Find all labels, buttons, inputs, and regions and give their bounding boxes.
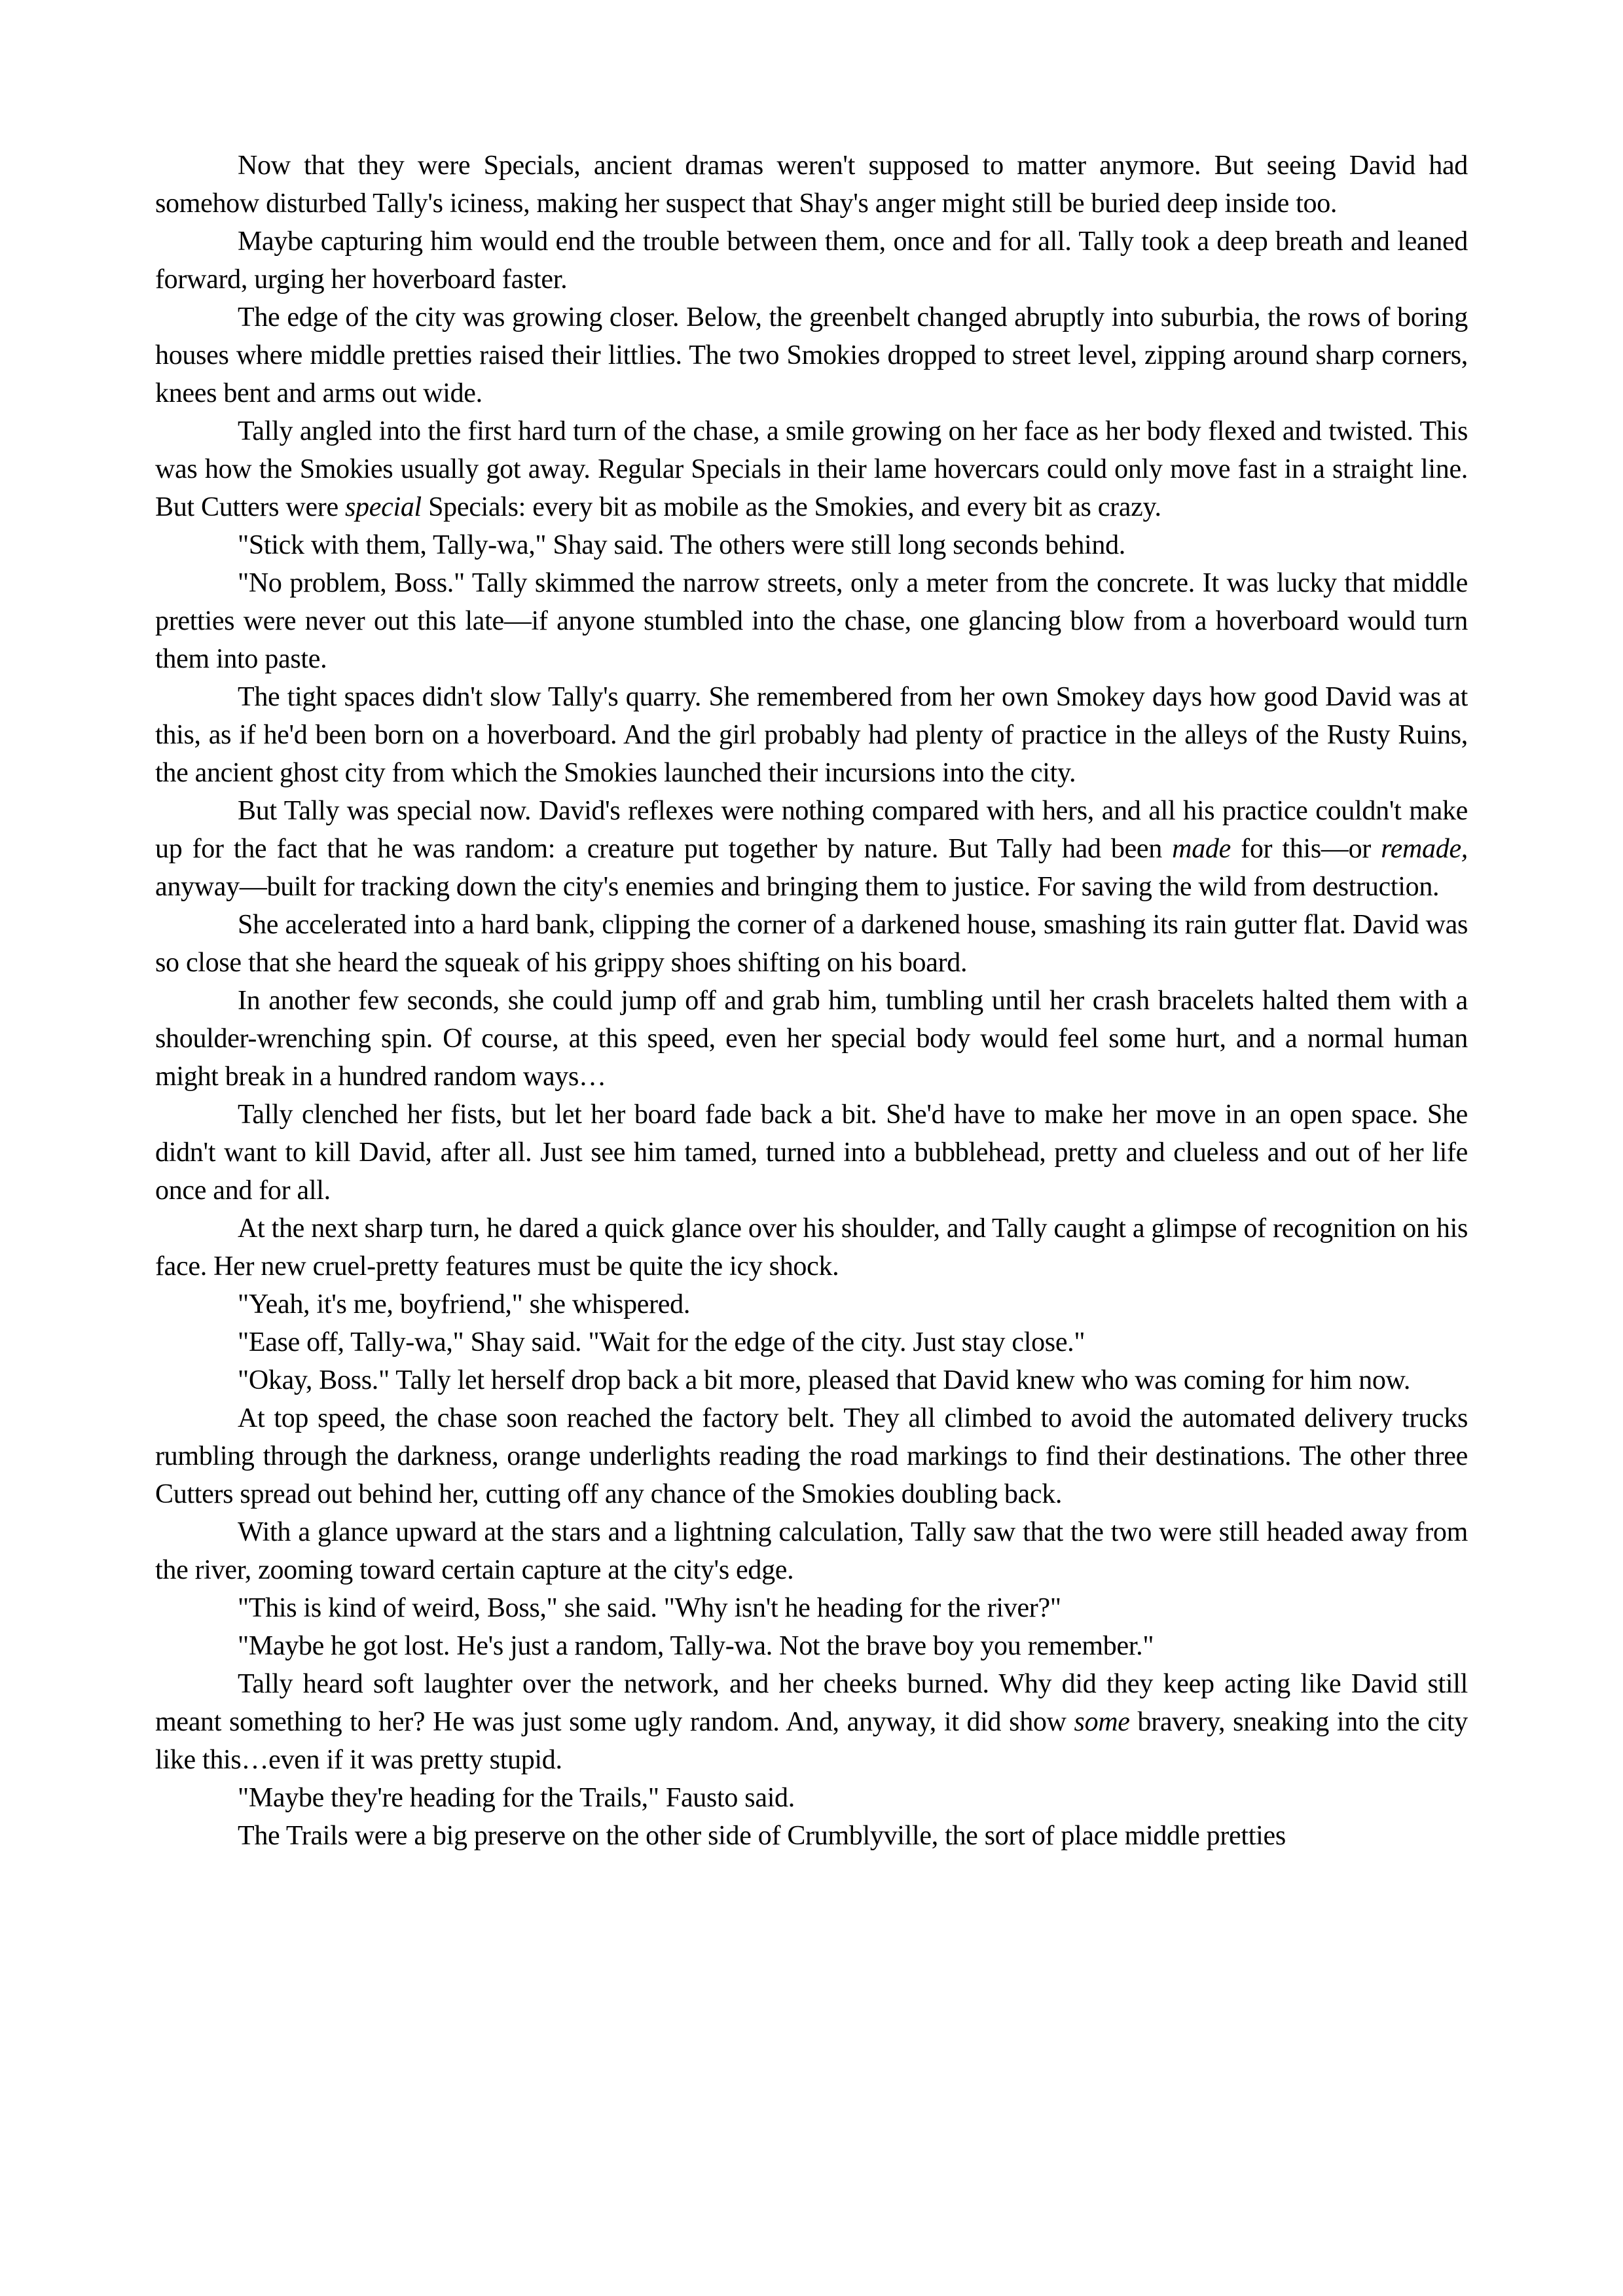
paragraph [155,792,1468,906]
text-run: The Trails were a big preserve on the other side of Crumblyville, the sort of place middle pretties [238,1821,1286,1851]
paragraph [155,1627,1468,1665]
paragraph [155,298,1468,412]
text-run: Tally heard soft laughter over the network, and her cheeks burned. Why did they keep acting like David still meant something to her? He was just some ugly random. And, anyway, it did show [155,1669,1468,1737]
paragraph [155,1323,1468,1361]
paragraph [155,1665,1468,1779]
text-run: remade, [1381,834,1468,864]
paragraph [155,147,1468,223]
text-run: made [1172,834,1231,864]
text-run: "Maybe he got lost. He's just a random, Tally-wa. Not the brave boy you remember." [238,1631,1154,1661]
text-run: With a glance upward at the stars and a lightning calculation, Tally saw that the two were still headed away from the river, zooming toward certain capture at the city's edge. [155,1517,1468,1585]
paragraph [155,1817,1468,1855]
paragraph [155,564,1468,678]
text-run: "Ease off, Tally-wa," Shay said. "Wait for the edge of the city. Just stay close." [238,1327,1085,1357]
paragraph [155,1361,1468,1399]
paragraph [155,1210,1468,1285]
text-run: "Stick with them, Tally-wa," Shay said. The others were still long seconds behind. [238,530,1125,560]
text-run: for this—or [1230,834,1381,864]
paragraph [155,1399,1468,1513]
paragraph [155,1513,1468,1589]
paragraph [155,412,1468,526]
page-text [155,147,1468,1855]
text-run: "Okay, Boss." Tally let herself drop back a bit more, pleased that David knew who was coming for him now. [238,1365,1411,1395]
text-run: "Maybe they're heading for the Trails," Fausto said. [238,1783,795,1813]
text-run: "This is kind of weird, Boss," she said. "Why isn't he heading for the river?" [238,1593,1061,1623]
text-run: Tally clenched her fists, but let her board fade back a bit. She'd have to make her move in an open space. She didn't want to kill David, after all. Just see him tamed, turned into a bubblehead, pretty and clueless and out of her life once and for all. [155,1100,1468,1206]
text-run: Specials: every bit as mobile as the Smokies, and every bit as crazy. [421,492,1161,522]
text-run: She accelerated into a hard bank, clipping the corner of a darkened house, smashing its rain gutter flat. David was so close that she heard the squeak of his grippy shoes shifting on his board. [155,910,1468,978]
paragraph [155,1779,1468,1817]
text-run: bravery, sneaking into the city like this…even if it was pretty stupid. [155,1707,1468,1775]
text-run: But Tally was special now. David's reflexes were nothing compared with hers, and all his practice couldn't make up for the fact that he was random: a creature put together by nature. But Tally had been [155,796,1468,864]
paragraph [155,1096,1468,1210]
paragraph [155,906,1468,982]
paragraph [155,1285,1468,1323]
text-run: At the next sharp turn, he dared a quick glance over his shoulder, and Tally caught a glimpse of recognition on his face. Her new cruel-pretty features must be quite the icy shock. [155,1213,1468,1282]
text-run: The edge of the city was growing closer. Below, the greenbelt changed abruptly into suburbia, the rows of boring houses where middle pretties raised their littlies. The two Smokies dropped to street level, zipping around sharp corners, knees bent and arms out wide. [155,302,1468,408]
paragraph [155,982,1468,1096]
text-run: At top speed, the chase soon reached the factory belt. They all climbed to avoid the automated delivery trucks rumbling through the darkness, orange underlights reading the road markings to find their destinations. The other three Cutters spread out behind her, cutting off any chance of the Smokies doubling back. [155,1403,1468,1509]
text-run: some [1074,1707,1130,1737]
text-run: In another few seconds, she could jump off and grab him, tumbling until her crash bracelets halted them with a shoulder-wrenching spin. Of course, at this speed, even her special body would feel some hurt, and a normal human might break in a hundred random ways… [155,986,1468,1092]
text-run: anyway—built for tracking down the city's enemies and bringing them to justice. For saving the wild from destruction. [155,872,1440,902]
text-run: Maybe capturing him would end the trouble between them, once and for all. Tally took a deep breath and leaned forward, urging her hoverboard faster. [155,226,1468,295]
text-run: "No problem, Boss." Tally skimmed the narrow streets, only a meter from the concrete. It was lucky that middle pretties were never out this late—if anyone stumbled into the chase, one glancing blow from a hoverboard would turn them into paste. [155,568,1468,674]
paragraph [155,678,1468,792]
text-run: special [345,492,422,522]
paragraph [155,526,1468,564]
text-run: Now that they were Specials, ancient dramas weren't supposed to matter anymore. But seeing David had somehow disturbed Tally's iciness, making her suspect that Shay's anger might still be buried deep inside too. [155,151,1468,219]
paragraph [155,223,1468,298]
paragraph [155,1589,1468,1627]
text-run: "Yeah, it's me, boyfriend," she whispered. [238,1289,691,1319]
text-run: Tally angled into the first hard turn of the chase, a smile growing on her face as her body flexed and twisted. This was how the Smokies usually got away. Regular Specials in their lame hovercars could only move fast in a straight line. But Cutters were [155,416,1468,522]
text-run: The tight spaces didn't slow Tally's quarry. She remembered from her own Smokey days how good David was at this, as if he'd been born on a hoverboard. And the girl probably had plenty of practice in the alleys of the Rusty Ruins, the ancient ghost city from which the Smokies launched their incursions into the city. [155,682,1468,788]
